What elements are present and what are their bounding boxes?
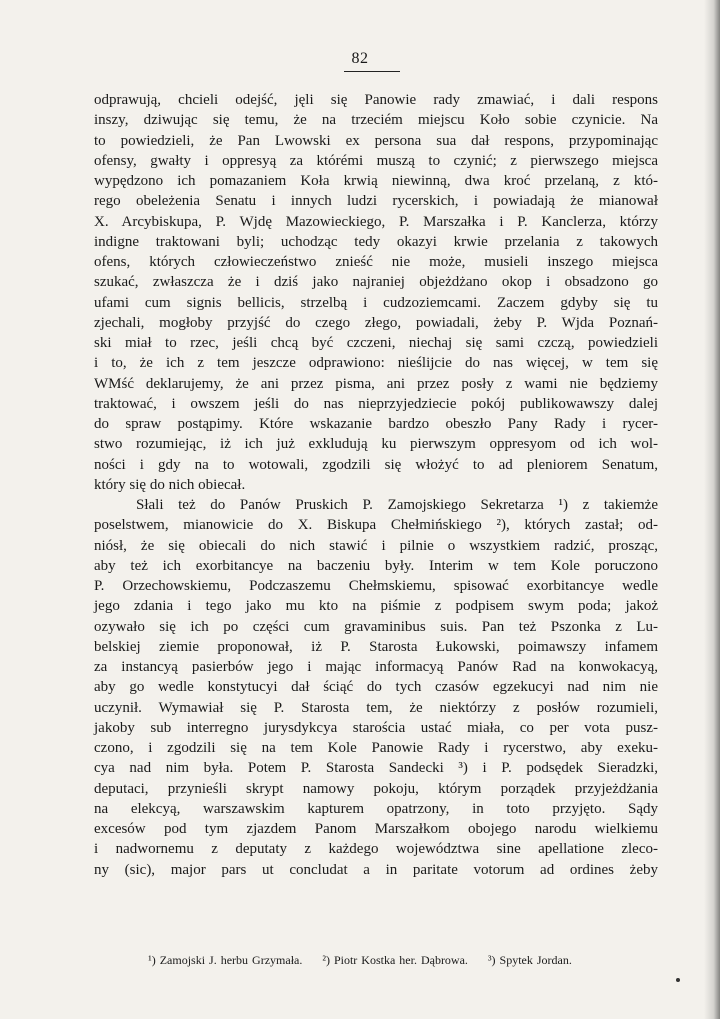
- text-line: to powiedzieli, że Pan Lwowski ex persona sua dał respons, przypominając: [94, 132, 658, 149]
- text-line: na elekcyą, warszawskim kapturem opatrzony, in toto przyjęto. Sądy: [94, 800, 658, 817]
- text-line: ski miał to rzec, jeśli chcą być czczeni, niechaj się sami czczą, powiedzieli: [94, 335, 658, 351]
- text-line: jego zdania i tego jako mu kto na piśmie z podpisem swym poda; jakoż: [94, 598, 658, 615]
- text-line: do spraw postąpimy. Które wskazanie bardzo obeszło Pany Rady i rycer-: [94, 416, 658, 432]
- footnote-3: ³) Spytek Jordan.: [487, 953, 572, 967]
- text-line: i to, że ich z tem jeszcze odprawiono: nieślijcie do nas więcej, w tem się: [94, 355, 658, 372]
- paragraph-end-line: który się do nich obiecał.: [94, 476, 246, 493]
- text-line: WMść deklarujemy, że ani przez pisma, ani przez posły z wami nie będziemy: [94, 375, 658, 392]
- text-line: wypędzono ich pomazaniem Koła krwią niewinną, dwa kroć przelaną, z któ-: [94, 173, 658, 189]
- footnote-1: ¹) Zamojski J. herbu Grzymała.: [148, 953, 303, 967]
- footnote-2: ²) Piotr Kostka her. Dąbrowa.: [322, 953, 468, 967]
- text-line: aby też ich exorbitancye na baczeniu były. Interim w tem Kole poruczono: [94, 557, 658, 574]
- text-line: uczynił. Wymawiał się P. Starosta tem, że niektórzy z posłów rozumieli,: [94, 699, 658, 716]
- text-line: za instancyą pasierbów jego i mając informacyą Panów Rad na konwokacyą,: [94, 659, 658, 675]
- text-line: ny (sic), major pars ut concludat a in paritate votorum ad ordines żeby: [94, 861, 658, 878]
- text-line: niósł, że się obiecali do nich stawić i pilnie o wszystkiem radzić, prosząc,: [94, 537, 658, 554]
- text-line: szukać, zwłaszcza że i dziś jako najraniej objeżdżano okop i obsadzono go: [94, 274, 658, 291]
- text-line: czono, i zgodzili się na tem Kole Panowie Rady i rycerstwo, aby exeku-: [94, 740, 658, 756]
- text-line: ofens, których człowieczeństwo znieść nie może, musieli inszego miejsca: [94, 254, 658, 270]
- text-line: belskiej ziemie proponował, iż P. Starosta Łukowski, poimawszy infamem: [94, 638, 658, 655]
- text-line: cya nad nim była. Potem P. Starosta Sandecki ³) i P. podsędek Sieradzki,: [94, 760, 658, 777]
- text-line: jakoby sub interregno jurysdykcya starościa ustać miała, co per vota pusz-: [94, 719, 658, 736]
- page-number: 82: [351, 50, 369, 67]
- scan-edge-shadow: [704, 0, 720, 1019]
- page-number-rule: [344, 71, 400, 72]
- text-line: traktować, i owszem jeśli do nas nieprzyjedziecie pokój publikowawszy dalej: [94, 395, 658, 412]
- text-line: ufami cum signis bellicis, strzelbą i cudzoziemcami. Zaczem gdyby się tu: [94, 294, 658, 311]
- text-line: poselstwem, mianowicie do X. Biskupa Chełmińskiego ²), których zastał; od-: [94, 517, 658, 534]
- text-line: aby go wedle konstytucyi dał ściąć do tych czasów egzekucyi nad nim nie: [94, 679, 658, 696]
- text-line: excesów pod tym zjazdem Panom Marszałkom obojego narodu wielkiemu: [94, 821, 658, 837]
- text-line: rego obeleżenia Senatu i innych ludzi rycerskich, i powiadają że mianował: [94, 193, 658, 210]
- text-line: ozywało się ich po części cum gravaminibus suis. Pan też Pszonka z Lu-: [94, 618, 658, 635]
- text-line: X. Arcybiskupa, P. Wjdę Mazowieckiego, P. Marszałka i P. Kanclerza, którzy: [94, 213, 658, 230]
- ink-dot: [676, 978, 680, 982]
- text-line: inszy, dziwując się temu, że na trzeciém miejscu Koło sobie czynicie. Na: [94, 112, 658, 129]
- text-line: stwo rozumiejąc, iż ich już exkludują ku pierwszym oppresyom od ich wol-: [94, 436, 658, 453]
- text-line: zjechali, mogłoby przyjść do czego złego, powiadali, żeby P. Wjda Poznań-: [94, 314, 658, 331]
- text-line: i nadwornemu z deputaty z każdego województwa sine apellatione zleco-: [94, 841, 658, 858]
- footnotes: [0, 953, 720, 968]
- text-line: ofensy, gwałty i oppresyą za którémi muszą to czynić; z pierwszego miejsca: [94, 152, 658, 169]
- text-line: odprawują, chcieli odejść, jęli się Panowie rady zmawiać, i dali respons: [94, 92, 658, 108]
- text-line: indigne traktowani byli; uchodząc tedy okazyi krwie przelania z takowych: [94, 233, 658, 250]
- text-line: P. Orzechowskiemu, Podczaszemu Chełmskiemu, spisować exorbitancye wedle: [94, 578, 658, 594]
- body-text: [94, 90, 658, 880]
- paragraph-start-line: Słali też do Panów Pruskich P. Zamojskiego Sekretarza ¹) z takiemże: [136, 497, 658, 513]
- text-line: ności i gdy na to wotowali, zgodzili się włożyć to ad pleniorem Senatum,: [94, 456, 658, 473]
- text-line: deputaci, przynieśli skrypt namowy pokoju, którym porządek przyjeżdżania: [94, 780, 658, 797]
